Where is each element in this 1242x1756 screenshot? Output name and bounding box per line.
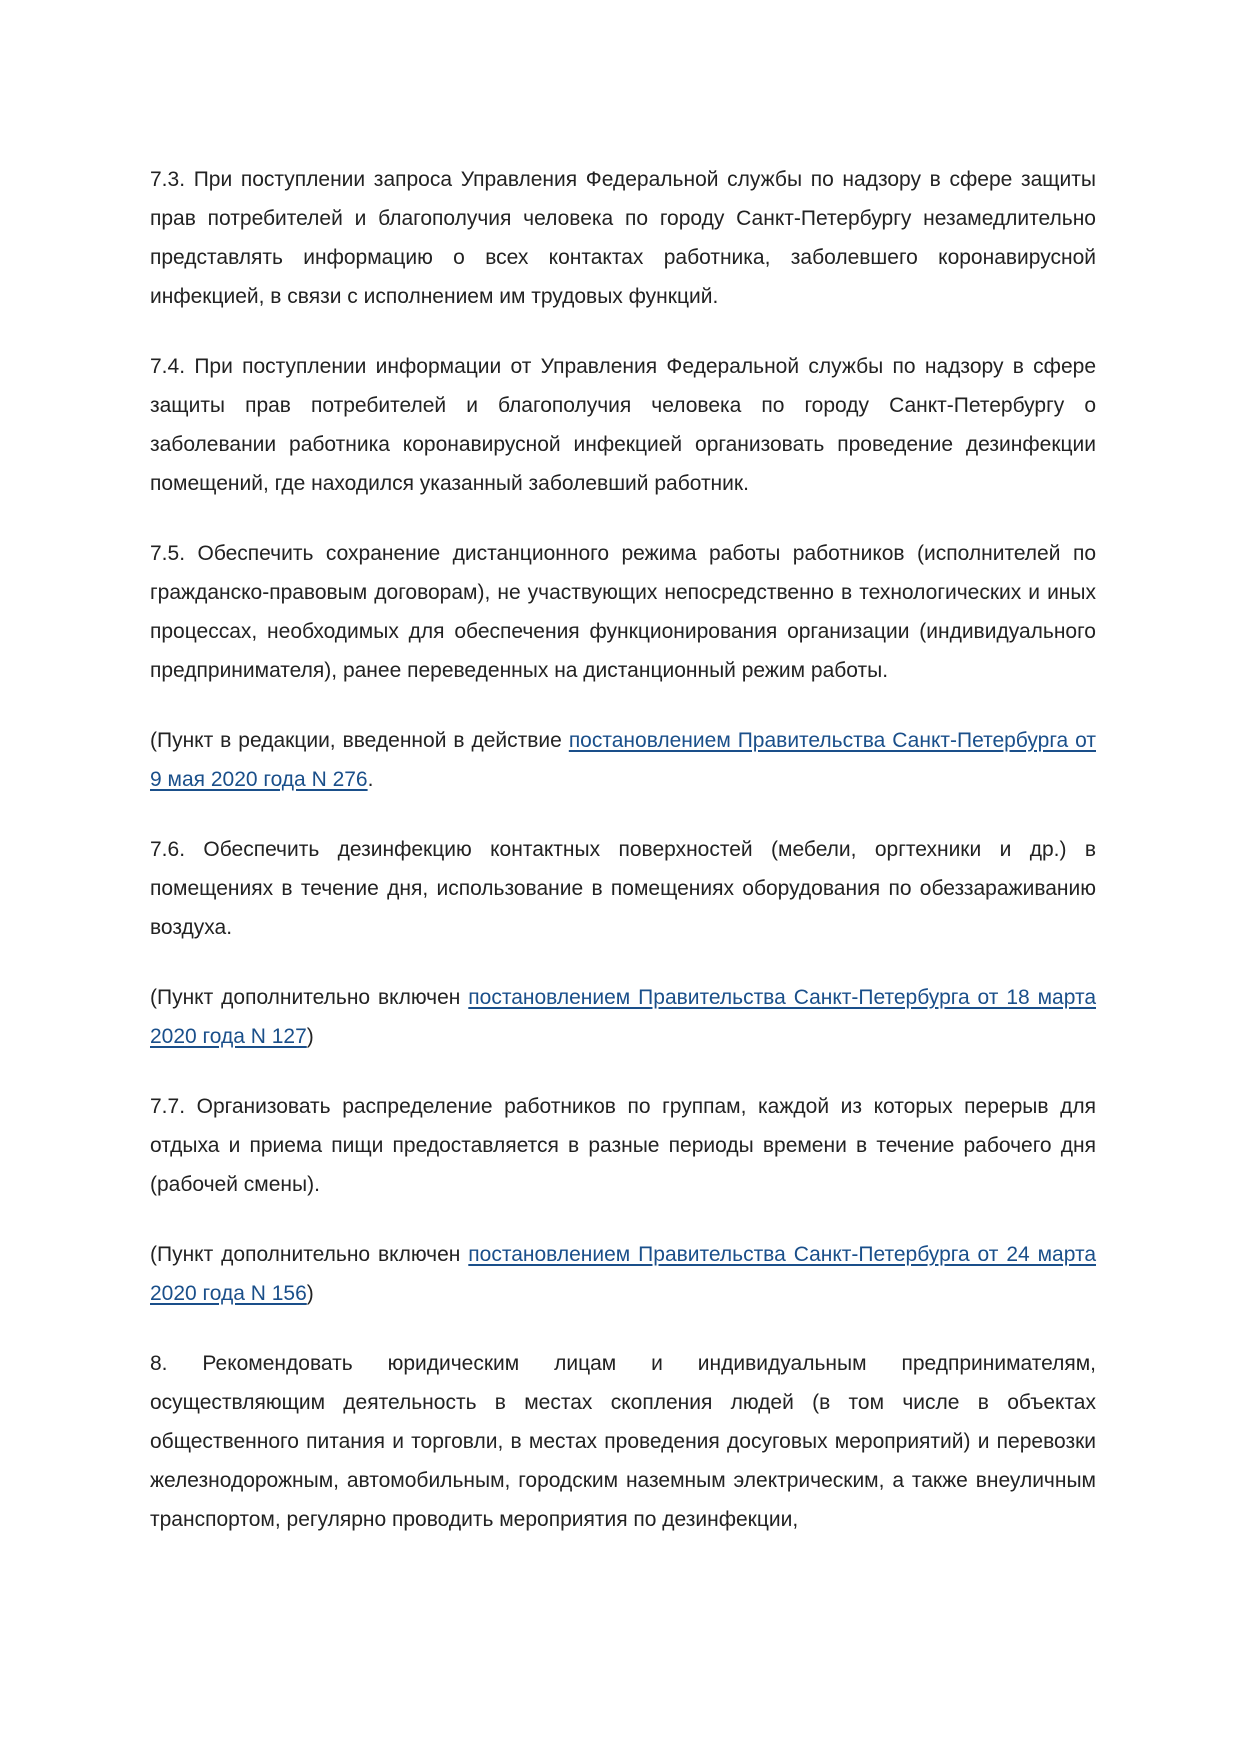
paragraph-7-7: 7.7. Организовать распределение работников по группам, каждой из которых перерыв для отдыха и приема пищи предоставляется в разные периоды времени в течение рабочего дня (рабочей смены). xyxy=(150,1095,1096,1196)
amendment-link-156[interactable]: постановлением Правительства Санкт-Петербурга от 24 марта 2020 года N 156 xyxy=(150,1243,1096,1305)
amendment-note-7-7 xyxy=(150,1235,1096,1313)
note-text-before: (Пункт дополнительно включен xyxy=(150,1243,469,1266)
note-text-before: (Пункт дополнительно включен xyxy=(150,986,469,1009)
amendment-note-7-5 xyxy=(150,721,1096,799)
amendment-link-127[interactable]: постановлением Правительства Санкт-Петербурга от 18 марта 2020 года N 127 xyxy=(150,986,1096,1048)
paragraph-8: 8. Рекомендовать юридическим лицам и индивидуальным предпринимателям, осуществляющим деятельность в местах скопления людей (в том числе в объектах общественного питания и торговли, в местах проведения досуговых мероприятий) и перевозки железнодорожным, автомобильным, городским наземным электрическим, а также внеуличным транспортом, регулярно проводить мероприятия по дезинфекции, xyxy=(150,1352,1096,1531)
paragraph-7-4: 7.4. При поступлении информации от Управления Федеральной службы по надзору в сфере защиты прав потребителей и благополучия человека по городу Санкт-Петербургу о заболевании работника коронавирусной инфекцией организовать проведение дезинфекции помещений, где находился указанный заболевший работник. xyxy=(150,355,1096,495)
note-text-before: (Пункт в редакции, введенной в действие xyxy=(150,729,569,752)
note-text-after: ) xyxy=(306,1025,314,1048)
note-text-after: . xyxy=(367,768,374,791)
amendment-note-7-6 xyxy=(150,978,1096,1056)
paragraph-7-6: 7.6. Обеспечить дезинфекцию контактных поверхностей (мебели, оргтехники и др.) в помещениях в течение дня, использование в помещениях оборудования по обеззараживанию воздуха. xyxy=(150,838,1096,939)
note-text-after: ) xyxy=(306,1282,314,1305)
paragraph-7-3: 7.3. При поступлении запроса Управления Федеральной службы по надзору в сфере защиты прав потребителей и благополучия человека по городу Санкт-Петербургу незамедлительно представлять информацию о всех контактах работника, заболевшего коронавирусной инфекцией, в связи с исполнением им трудовых функций. xyxy=(150,168,1096,308)
document-page xyxy=(150,160,1096,1539)
amendment-link-276[interactable]: постановлением Правительства Санкт-Петербурга от 9 мая 2020 года N 276 xyxy=(150,729,1096,791)
paragraph-7-5: 7.5. Обеспечить сохранение дистанционного режима работы работников (исполнителей по гражданско-правовым договорам), не участвующих непосредственно в технологических и иных процессах, необходимых для обеспечения функционирования организации (индивидуального предпринимателя), ранее переведенных на дистанционный режим работы. xyxy=(150,542,1096,682)
